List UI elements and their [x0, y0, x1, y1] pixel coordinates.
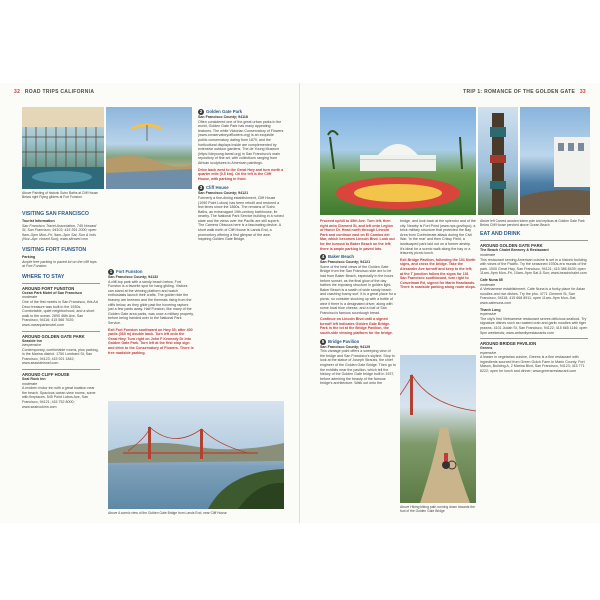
around-ff-heading: AROUND FORT FUNSTON — [22, 283, 100, 291]
around-ggp-heading-right: AROUND GOLDEN GATE PARK — [480, 240, 588, 248]
left-page — [0, 83, 300, 523]
around-bp-heading: AROUND BRIDGE PAVILION — [480, 338, 588, 346]
col2-text: bridge, and look back at the splendor and of the city. Nearby is Fort Point (www.nps.gov/fopo), a brick military structure that protected the Bay Area from Confederate attack during the Civil War. 'In the rear' and then Crissy Field, a landscaped park laid out on a former airstrip. It's ideal for a scenic walk along the bay or a leisurely picnic lunch. — [400, 219, 476, 256]
stop4-pin-icon: 4 — [321, 254, 325, 260]
stop4-title: Baker Beach — [328, 254, 355, 260]
right-page — [300, 83, 600, 523]
totem-pole-photo — [478, 107, 518, 215]
rest2-name: Cafe Nuna 85 — [480, 277, 503, 282]
rest3-text: The city's first Vietnamese restaurant serves delicious seafood. Try signature dishes such as roasted crab and garlic noodles with tiger prawns. 4101 Judah St, San Francisco, 94122; 415 665 1146; open 5pm weekends; www.anfamilyrestaurants.com — [480, 316, 588, 335]
stop3-location: San Francisco County; 94121 — [198, 191, 249, 196]
painting-illustration — [22, 107, 104, 189]
stop5-location: San Francisco County; 94129 — [320, 344, 371, 349]
hotel1-name: Ocean Park Motel of San Francisco — [22, 290, 83, 295]
stop2-location: San Francisco County; 94118 — [198, 115, 248, 119]
rest4-name: Greens — [480, 346, 493, 351]
stop3-title: Cliff House — [206, 185, 229, 191]
rest2-price: moderate — [480, 282, 496, 287]
tourist-info-label: Tourist Information — [22, 219, 55, 223]
conservatory-illustration — [320, 107, 476, 215]
stop4-text: Some of the best views of the Golden Gate Bridge from the San Francisco side are to be had from Baker Beach, especially in the hours before sunset, as the final glow of the day bathes the imposing structure in golden light. Baker Beach is a swath of wide sandy beach and crashing foamy surf. It is a great place for a picnic, so consider stocking up with a bottle of wine if there is a designated driver, along with some local blue cheese, and a loaf of San Francisco's famous sourdough bread. — [320, 264, 396, 315]
hotel2-name: Seaside Inn — [22, 338, 42, 343]
stop4-location: San Francisco County; 94121 — [320, 260, 371, 265]
stop2-title: Golden Gate Park — [206, 109, 243, 115]
stop5-pin-icon: 5 — [321, 338, 325, 344]
caption-hiking: Above Hiking biking path running down towards the foot of the Golden Gate Bridge — [400, 505, 475, 514]
hiking-path-illustration — [400, 355, 476, 503]
rest3-name: Thanh Long — [480, 307, 501, 312]
rest1-name: The Beach Chalet Brewery & Restaurant — [480, 248, 549, 253]
left-running-head — [14, 89, 94, 95]
parking-text: Ample free parking in paved lot on the cliff tops at Fort Funston. — [22, 259, 97, 269]
stop1-title: Fort Funston — [116, 269, 143, 275]
hotel2-text: Contemporary, comfortable rooms, plus parking, in the Marina district. 1750 Lombard St, San Francisco, 94123; 415 921 1842; www.seasideinnsf.com — [22, 347, 99, 366]
stop2-directions: Drive back west to the Great Hwy and turn north a quarter mile (0.5 km). On the left is the Cliff House, with parking in front. — [198, 167, 284, 181]
totem-illustration — [478, 107, 518, 215]
right-column-3 — [480, 219, 588, 374]
right-running-head — [463, 89, 586, 95]
sutro-baths-painting — [22, 107, 104, 189]
rest3-price: expensive — [480, 312, 497, 317]
caption-top-left: Above Painting of historic Sutro Baths at Cliff House Below right Flying gliders at Fort Funston — [22, 191, 98, 200]
stop1-directions: Exit Fort Funston southward on Hwy 35; after 400 yards (365 m) double back. Turn left onto the Great Hwy. Turn right on John F Kennedy Dr into Golden Gate Park. Turn left at the first stop sign and drive to the Conservatory of Flowers. There is free roadside parking. — [108, 327, 194, 355]
visiting-sf-heading: VISITING SAN FRANCISCO — [22, 211, 89, 217]
left-sidebar — [22, 207, 100, 409]
parking-label: Parking — [22, 254, 36, 259]
visiting-ff-heading: VISITING FORT FUNSTON — [22, 246, 87, 253]
eat-drink-heading: EAT AND DRINK — [480, 231, 521, 238]
left-running-head-title: ROAD TRIPS CALIFORNIA — [24, 89, 95, 95]
caption-totem-cliff: Above left Carved wooden totem pole and replicas at Golden Gate Park Below Cliff House perched above Ocean Beach — [480, 219, 585, 228]
col1-intro-directions: Proceed uphill to 45th Ave. Turn left, then right onto Clement St, and left onto Legion of Honor Dr. Head north through Lincoln Park and continue east on El Camino del Mar, which becomes Lincoln Blvd. Look out for the turnout to Baker Beach on the left; there is ample parking in paved lots. — [320, 219, 395, 251]
hotel1-text: One of the first motels in San Francisco, this Art Deco treasure was built in the 1930s. Comfortable, quiet neighborhood, and a short walk to the ocean. 2690 46th Ave, San Francisco, 94116; 415 566 7020; www.oceanparkmotel.com — [22, 299, 98, 327]
rest2-text: A Vietnamese establishment. Cafe Nuna is a funky place for Asian noodles and rice dishes. Try the pho. 4771 Clement St, San Francisco, 94118; 415 668 8911; open 11am–9pm Mon–Sat; www.cafenuna.com — [480, 287, 586, 305]
glider-illustration — [106, 107, 192, 189]
cliff-house-photo — [520, 107, 590, 215]
rest4-price: expensive — [480, 350, 497, 355]
golden-gate-lands-end-photo — [108, 401, 284, 509]
hotel1-price: moderate — [22, 295, 38, 300]
col2-directions: Exit Bridge Pavilion, following the 101 North signs, and cross the bridge. Take the Alexander Ave turnoff and keep to the left; at the T junction follow the signs for 101 San Francisco southbound, turn right to Conzelman Rd, signed for Marin Headlands. There is roadside parking along route stops. — [400, 257, 476, 290]
book-spread — [0, 83, 600, 523]
rest1-price: moderate — [480, 253, 496, 257]
hotel2-price: inexpensive — [22, 343, 41, 348]
stop3-pin-icon: 3 — [199, 185, 203, 191]
rest1-text: This restaurant serving American cuisine is set in a historic building with views of the Pacific. Try the seasoned 1930s-era murals of the park. 1000 Great Hwy, San Francisco, 94121; 415 386 8439; open 11am–9pm Mon–Fri, 10am–9pm Sat & Sun; www.beachchalet.com — [480, 257, 587, 276]
stop1-text: A cliff-top park with a sandy beach below, Fort Funston is a favorite spot for hang gliding. Visitors can stand at the viewing platform and watch enthusiasts launch their crafts. The golden tide the bravery are breezes and the thermals rising from the cliffs below, as they glide past the hovering raptors just a few yards away. Half Funston, like many of the Golden Gate area parks, was once a military property, before being handed over to the National Park Service. — [108, 279, 194, 325]
stop5-text: This vantage point offers a sweeping view of the bridge and San Francisco's skyline. Stop to look at the statue of Joseph Strauss, the chief engineer of the Golden Gate Bridge. Then go to the exhibits near the pavilion, which tell the history of the Golden Gate bridge built in 1937, before admiring the beauty of the famous bridge's architecture. Walk out onto the — [320, 349, 396, 386]
hotel3-text: A modern motor inn with a great location near the beach. Spacious ocean-view rooms, some with fireplaces. 545 Point Lobos Ave, San Francisco, 94121; 415 752 8000; www.sealrockinn.com — [22, 386, 96, 409]
stop2-pin-icon: 2 — [199, 109, 203, 114]
right-column-2 — [400, 219, 476, 290]
stop3-text: Formerly a fine-dining establishment, Cliff House (1090 Point Lobos) has been rebuilt and restored a few times since the 1860s. The remains of Sutro Baths, an extravagant 19th-century bathhouse, lie nearby. The National Park Service building in a ruined state and the views over the Pacific are still superb. The Camera Obscura here is a fascinating device. A short walk north of Cliff House is Lands End, a promontory offering a first glimpse of the awe-inspiring Golden Gate Bridge. — [198, 195, 284, 242]
stop2-text: Often considered one of the great urban parks in the world, Golden Gate Park has many appealing features. The white Victorian Conservatory of Flowers (www.conservatoryofflowers.org) is an exquisite public conservatory dating from 1879, and the horticultural displays inside are complemented by extensive outdoor gardens. The de Young Museum (https://deyoung.famsf.org) in San Francisco's main repository of fine art, with collections ranging from African sculptures to American paintings. — [198, 119, 284, 165]
stop1-pin-icon: 1 — [109, 269, 113, 274]
around-cliff-heading: AROUND CLIFF HOUSE — [22, 369, 100, 377]
right-column-1 — [320, 219, 396, 386]
rest4-text: A leader in vegetarian cuisine, Greens is a fine restaurant with ingredients sourced from Green Gulch Farm in Marin County. Fort Mason, Building A, 2 Marina Blvd, San Francisco, 94123; 415 771 6222; open for lunch and dinner; www.greensrestaurant.com — [480, 355, 585, 374]
hiking-path-photo — [400, 355, 476, 503]
stop5-title: Bridge Pavilion — [328, 338, 360, 344]
stop4-directions: Continue on Lincoln Blvd until a signed turnoff left indicates Golden Gate Bridge. Park in the lot at the Bridge Pavilion, the south-side viewing platform for the bridge. — [320, 317, 393, 336]
right-running-head-title: TRIP 1: ROMANCE OF THE GOLDEN GATE — [463, 89, 576, 95]
caption-bottom-left: Above A scenic view of the Golden Gate Bridge from Lands End, near Cliff House — [108, 511, 227, 515]
left-right-column — [198, 107, 284, 242]
tourist-info-text: San Francisco Travel Association, 749 Howard St, San Francisco, 94103; 415 391 2000; open 9am–5pm Mon–Fri, 9am–3pm Sat, Sun & hols (Nov–Apr: closed Sun); www.sftravel.com — [22, 223, 97, 242]
around-ggp-heading-left: AROUND GOLDEN GATE PARK — [22, 331, 100, 339]
cliff-house-illustration — [520, 107, 590, 215]
hotel3-name: Seal Rock Inn — [22, 377, 46, 382]
bridge-illustration — [108, 401, 284, 509]
left-middle-column — [108, 267, 194, 355]
left-page-number: 32 — [14, 89, 21, 95]
fort-funston-photo — [106, 107, 192, 189]
right-page-number: 33 — [579, 89, 586, 95]
hotel3-price: moderate — [22, 381, 38, 386]
where-to-stay-heading: WHERE TO STAY — [22, 273, 65, 280]
stop1-location: San Francisco County; 94132 — [108, 275, 159, 279]
conservatory-of-flowers-photo — [320, 107, 476, 215]
